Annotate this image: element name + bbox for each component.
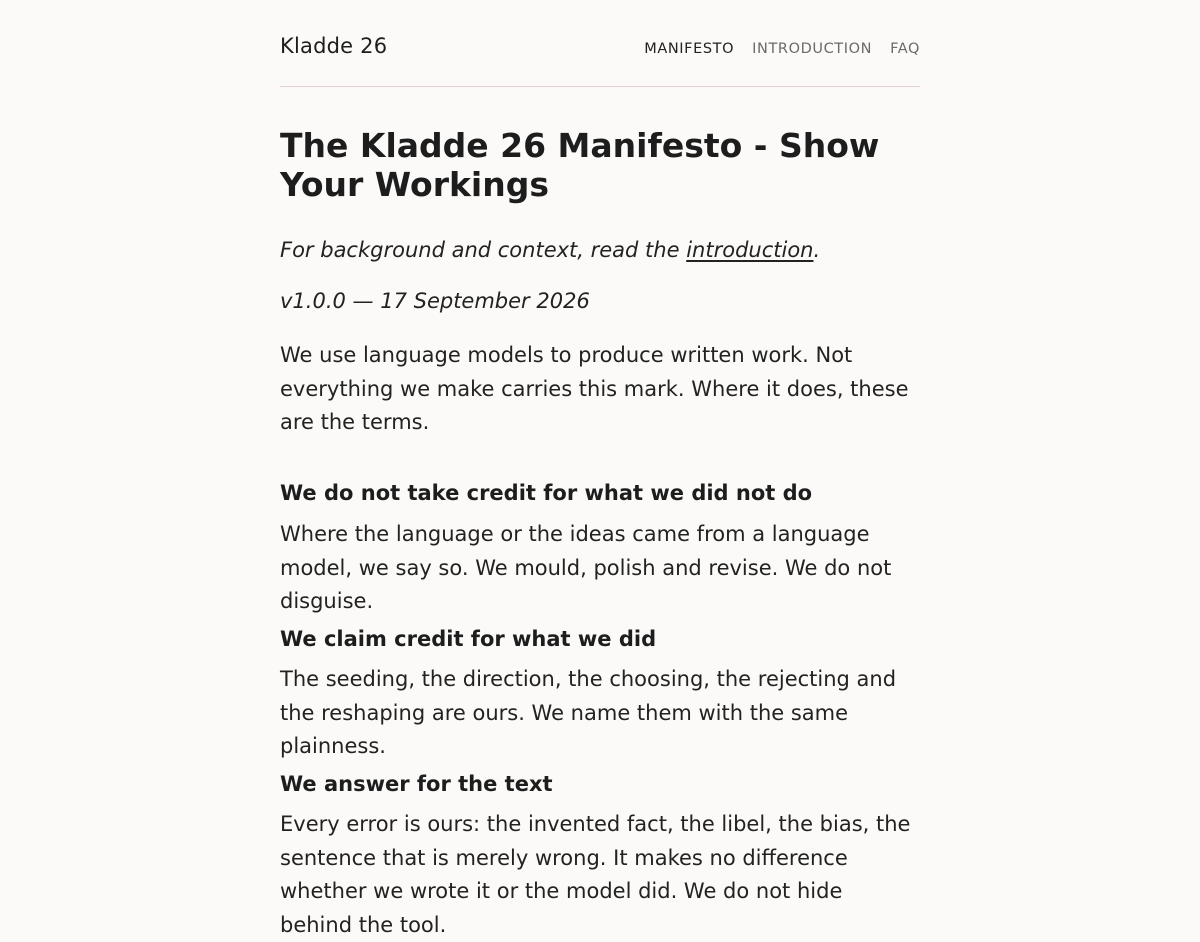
intro-note-suffix: . — [813, 238, 821, 262]
section-body-answer-for-text: Every error is ours: the invented fact, the libel, the bias, the sentence that is merely wrong. It makes no difference whether we wrote it or the model did. We do not hide behind the tool. — [280, 812, 911, 937]
section-heading-answer-for-text: We answer for the text — [280, 772, 553, 796]
site-header — [280, 0, 920, 87]
nav-introduction[interactable]: INTRODUCTION — [752, 41, 873, 57]
section-heading-claim-credit: We claim credit for what we did — [280, 627, 657, 651]
page-content — [280, 0, 920, 937]
nav-manifesto[interactable]: MANIFESTO — [644, 41, 735, 57]
lead-paragraph: We use language models to produce written work. Not everything we make carries this mark. Where it does, these are the terms. — [280, 343, 909, 434]
nav-faq[interactable]: FAQ — [890, 41, 920, 57]
page-title: The Kladde 26 Manifesto - Show Your Workings — [280, 126, 880, 204]
main-nav — [644, 41, 920, 57]
section-body-credit-not-due: Where the language or the ideas came from a language model, we say so. We mould, polish and revise. We do not disguise. — [280, 522, 892, 613]
section-body-claim-credit: The seeding, the direction, the choosing, the rejecting and the reshaping are ours. We name them with the same plainness. — [280, 667, 897, 758]
site-title-link[interactable]: Kladde 26 — [280, 34, 388, 58]
section-heading-credit-not-due: We do not take credit for what we did not do — [280, 481, 813, 505]
intro-note — [280, 238, 820, 262]
intro-note-prefix: For background and context, read the — [280, 238, 687, 262]
version-line: v1.0.0 — 17 September 2026 — [280, 289, 590, 313]
introduction-link[interactable]: introduction — [686, 238, 814, 262]
